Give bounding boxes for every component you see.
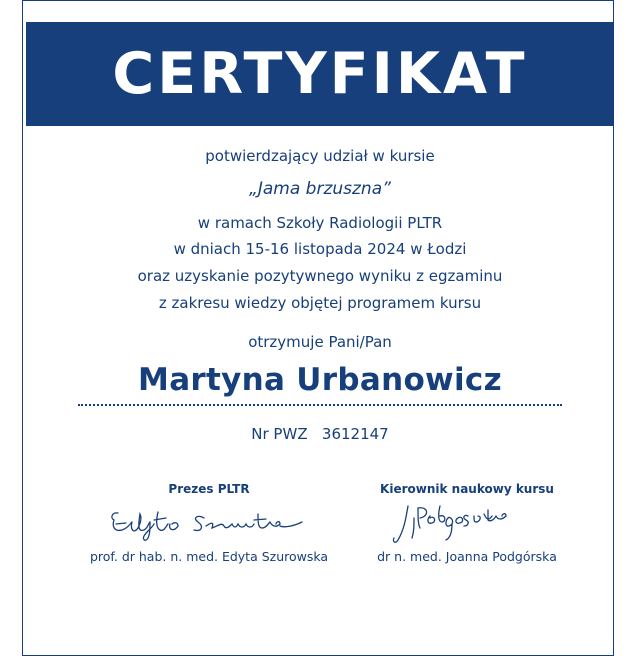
right-signature-image xyxy=(388,500,518,548)
right-signatory-name: dr n. med. Joanna Podgórska xyxy=(377,549,557,564)
title-banner xyxy=(26,22,614,126)
recipient-name: Martyna Urbanowicz xyxy=(138,362,502,398)
certificate-title: CERTYFIKAT xyxy=(112,40,528,107)
dotted-divider xyxy=(78,404,562,406)
course-title: „Jama brzuszna” xyxy=(249,179,391,199)
recipient-label: otrzymuje Pani/Pan xyxy=(248,333,392,351)
left-signature-image xyxy=(108,504,308,544)
body-line-3: oraz uzyskanie pozytywnego wyniku z egzaminu xyxy=(137,267,503,285)
body-line-1: w ramach Szkoły Radiologii PLTR xyxy=(197,214,443,232)
left-signatory-role: Prezes PLTR xyxy=(168,482,250,496)
pwz-number: Nr PWZ 3612147 xyxy=(251,425,389,443)
intro-text: potwierdzający udział w kursie xyxy=(205,147,435,165)
body-line-2: w dniach 15-16 listopada 2024 w Łodzi xyxy=(173,240,467,258)
right-signatory-role: Kierownik naukowy kursu xyxy=(380,482,554,496)
body-line-4: z zakresu wiedzy objętej programem kursu xyxy=(158,294,482,312)
left-signatory-name: prof. dr hab. n. med. Edyta Szurowska xyxy=(89,549,329,564)
